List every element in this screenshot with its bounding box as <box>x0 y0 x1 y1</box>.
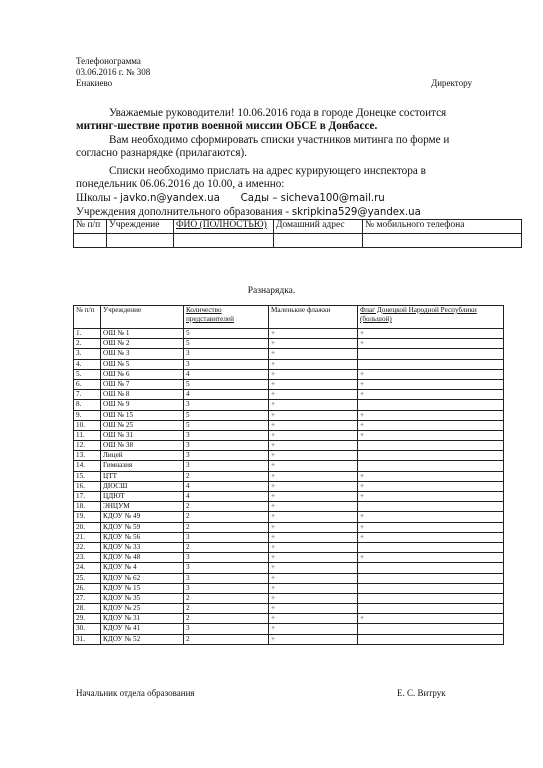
table-cell: 16. <box>74 481 101 491</box>
table-cell: 3 <box>184 563 269 573</box>
table-row <box>74 471 504 481</box>
table-row <box>74 369 504 379</box>
form-col-phone: № мобильного телефона <box>363 220 522 234</box>
table-cell: 3 <box>184 430 269 440</box>
table-cell: ОШ № 15 <box>101 410 184 420</box>
table-cell: 5 <box>184 339 269 349</box>
document-header <box>76 56 150 89</box>
table-cell: 2 <box>184 604 269 614</box>
table-row <box>74 492 504 502</box>
table-cell: Лицей <box>101 451 184 461</box>
table-cell <box>358 461 504 471</box>
table-cell: 11. <box>74 430 101 440</box>
table-row <box>74 359 504 369</box>
header-date-number: 03.06.2016 г. № 308 <box>76 67 151 77</box>
alloc-col-small-flags: Маленькие флажки <box>269 306 358 329</box>
table-row <box>74 390 504 400</box>
table-cell <box>358 634 504 644</box>
table-cell: ОШ № 2 <box>101 339 184 349</box>
table-cell: + <box>269 471 358 481</box>
table-cell: ЭНЦУМ <box>101 502 184 512</box>
table-row <box>74 451 504 461</box>
table-cell: + <box>269 614 358 624</box>
table-cell: ЦТТ <box>101 471 184 481</box>
table-cell: 6. <box>74 379 101 389</box>
table-cell: 2 <box>184 542 269 552</box>
table-cell: 21. <box>74 532 101 542</box>
table-cell <box>358 604 504 614</box>
table-cell: + <box>358 614 504 624</box>
table-cell: 29. <box>74 614 101 624</box>
table-cell: + <box>269 379 358 389</box>
table-cell: 3 <box>184 624 269 634</box>
table-cell: 12. <box>74 441 101 451</box>
table-cell: 8. <box>74 400 101 410</box>
table-cell: 15. <box>74 471 101 481</box>
table-cell: 3. <box>74 349 101 359</box>
table-cell: + <box>269 492 358 502</box>
table-cell: 3 <box>184 583 269 593</box>
table-row <box>74 410 504 420</box>
table-cell: 5 <box>184 420 269 430</box>
table-cell: ОШ № 6 <box>101 369 184 379</box>
table-cell: + <box>358 369 504 379</box>
table-cell: + <box>269 563 358 573</box>
table-row <box>74 502 504 512</box>
table-row <box>74 542 504 552</box>
schools-email[interactable]: javko.n@yandex.ua <box>120 193 220 204</box>
table-cell: + <box>269 329 358 339</box>
table-cell: + <box>269 522 358 532</box>
table-cell: КДОУ № 33 <box>101 542 184 552</box>
table-cell: 22. <box>74 542 101 552</box>
table-cell: 14. <box>74 461 101 471</box>
table-cell: + <box>269 634 358 644</box>
table-cell: 3 <box>184 349 269 359</box>
table-cell: КДОУ № 15 <box>101 583 184 593</box>
table-row <box>74 430 504 440</box>
body-line-1: Уважаемые руководители! 10.06.2016 года в городе Донецке состоится <box>109 107 447 119</box>
extra-line <box>76 205 421 220</box>
table-cell: + <box>269 583 358 593</box>
table-row <box>74 512 504 522</box>
table-cell: + <box>358 492 504 502</box>
table-cell: + <box>358 329 504 339</box>
table-row <box>74 624 504 634</box>
table-row <box>74 573 504 583</box>
table-cell: 3 <box>184 400 269 410</box>
table-cell: 17. <box>74 492 101 502</box>
table-cell: + <box>269 553 358 563</box>
form-table-header <box>74 220 522 234</box>
table-cell: + <box>269 604 358 614</box>
allocation-header <box>74 306 504 329</box>
table-cell: ОШ № 38 <box>101 441 184 451</box>
table-cell: КДОУ № 52 <box>101 634 184 644</box>
table-cell: 3 <box>184 359 269 369</box>
table-cell: + <box>358 430 504 440</box>
table-cell: + <box>358 553 504 563</box>
table-cell: 2 <box>184 593 269 603</box>
body-line-5: Списки необходимо прислать на адрес курирующего инспектора в <box>109 165 426 177</box>
table-cell <box>358 441 504 451</box>
table-cell: 23. <box>74 553 101 563</box>
table-cell: ОШ № 25 <box>101 420 184 430</box>
table-cell: 5 <box>184 329 269 339</box>
table-cell: 5 <box>184 410 269 420</box>
allocation-title: Разнарядка. <box>247 286 296 296</box>
header-city: Енакиево <box>76 78 113 88</box>
alloc-col-institution: Учреждение <box>101 306 184 329</box>
table-row <box>74 379 504 389</box>
table-row <box>74 614 504 624</box>
table-cell: + <box>269 542 358 552</box>
form-col-num: № п/п <box>74 220 107 234</box>
table-cell: 18. <box>74 502 101 512</box>
table-cell: + <box>269 481 358 491</box>
table-row <box>74 553 504 563</box>
table-cell: + <box>358 390 504 400</box>
table-row <box>74 604 504 614</box>
schools-line <box>76 191 385 206</box>
table-row <box>74 593 504 603</box>
table-cell <box>358 624 504 634</box>
table-cell: 2 <box>184 471 269 481</box>
table-cell: + <box>269 400 358 410</box>
table-cell: + <box>358 410 504 420</box>
table-row <box>74 563 504 573</box>
table-cell: + <box>269 349 358 359</box>
table-cell: ОШ № 8 <box>101 390 184 400</box>
table-cell: + <box>269 441 358 451</box>
table-cell: 19. <box>74 512 101 522</box>
table-cell: + <box>358 481 504 491</box>
form-col-institution: Учреждение <box>107 220 174 234</box>
table-cell: ОШ № 3 <box>101 349 184 359</box>
table-cell: 4 <box>184 492 269 502</box>
table-cell: ОШ № 31 <box>101 430 184 440</box>
table-cell: КДОУ № 41 <box>101 624 184 634</box>
table-cell: ОШ № 7 <box>101 379 184 389</box>
header-title: Телефонограмма <box>76 56 141 66</box>
table-row <box>74 583 504 593</box>
addressee: Директору <box>431 78 472 88</box>
table-cell <box>358 583 504 593</box>
table-cell: 4 <box>184 369 269 379</box>
table-cell: ДЮСШ <box>101 481 184 491</box>
alloc-col-count: Количество представителей <box>184 306 269 329</box>
table-row <box>74 532 504 542</box>
table-cell: КДОУ № 49 <box>101 512 184 522</box>
table-cell: + <box>269 410 358 420</box>
table-cell: 2 <box>184 634 269 644</box>
body-line-2: митинг-шествие против военной миссии ОБСЕ в Донбассе. <box>76 120 378 132</box>
table-cell: КДОУ № 31 <box>101 614 184 624</box>
table-row <box>74 481 504 491</box>
table-cell <box>358 563 504 573</box>
table-row <box>74 420 504 430</box>
table-cell: 28. <box>74 604 101 614</box>
table-cell: 5. <box>74 369 101 379</box>
allocation-table <box>73 305 504 645</box>
table-cell <box>358 542 504 552</box>
table-cell: + <box>269 502 358 512</box>
table-cell: + <box>269 532 358 542</box>
table-cell: 13. <box>74 451 101 461</box>
form-col-fio: ФИО (ПОЛНОСТЬЮ) <box>174 220 274 234</box>
table-row <box>74 349 504 359</box>
table-cell: 9. <box>74 410 101 420</box>
table-row <box>74 339 504 349</box>
table-cell: КДОУ № 48 <box>101 553 184 563</box>
table-cell: + <box>358 420 504 430</box>
table-cell: ЦДЮТ <box>101 492 184 502</box>
table-cell: + <box>269 593 358 603</box>
table-row <box>74 400 504 410</box>
table-cell: 7. <box>74 390 101 400</box>
table-cell: + <box>358 471 504 481</box>
table-cell: КДОУ № 4 <box>101 563 184 573</box>
table-cell <box>358 359 504 369</box>
table-cell: + <box>269 420 358 430</box>
table-cell: 31. <box>74 634 101 644</box>
extra-email[interactable]: skripkina529@yandex.ua <box>291 207 421 218</box>
table-cell: КДОУ № 25 <box>101 604 184 614</box>
table-cell: 4 <box>184 390 269 400</box>
table-cell <box>358 451 504 461</box>
body-line-4: согласно разнарядке (прилагаются). <box>76 147 248 159</box>
table-cell: 3 <box>184 532 269 542</box>
table-cell: КДОУ № 35 <box>101 593 184 603</box>
extra-label: Учреждения дополнительного образования - <box>76 206 290 218</box>
table-cell: + <box>269 573 358 583</box>
table-cell: + <box>269 369 358 379</box>
table-cell: 2. <box>74 339 101 349</box>
table-cell: + <box>358 379 504 389</box>
table-cell: + <box>269 390 358 400</box>
form-col-address: Домашний адрес <box>274 220 363 234</box>
participants-form-table <box>73 219 522 248</box>
body-line-3: Вам необходимо сформировать списки участников митинга по форме и <box>109 134 450 146</box>
table-cell: 3 <box>184 573 269 583</box>
table-cell: ОШ № 1 <box>101 329 184 339</box>
form-table-empty-row <box>74 234 522 248</box>
table-cell: 20. <box>74 522 101 532</box>
table-cell: + <box>358 339 504 349</box>
table-cell: + <box>269 512 358 522</box>
table-cell: + <box>269 451 358 461</box>
allocation-body <box>74 329 504 645</box>
table-cell: 24. <box>74 563 101 573</box>
table-cell: 2 <box>184 614 269 624</box>
table-cell: 3 <box>184 451 269 461</box>
table-cell: 5 <box>184 379 269 389</box>
table-row <box>74 461 504 471</box>
table-cell: 2 <box>184 502 269 512</box>
table-cell <box>358 593 504 603</box>
table-cell: 1. <box>74 329 101 339</box>
table-cell <box>358 349 504 359</box>
table-cell: + <box>358 522 504 532</box>
table-cell: 4. <box>74 359 101 369</box>
table-cell: ОШ № 9 <box>101 400 184 410</box>
table-cell: + <box>269 461 358 471</box>
table-row <box>74 441 504 451</box>
table-cell <box>358 502 504 512</box>
alloc-col-big-flag: Флаг Донецкой Народной Республики (большой) <box>358 306 504 329</box>
table-cell: 2 <box>184 522 269 532</box>
table-cell: 27. <box>74 593 101 603</box>
gardens-contact[interactable]: Сады – sicheva100@mail.ru <box>240 193 385 204</box>
table-row <box>74 522 504 532</box>
table-cell: 25. <box>74 573 101 583</box>
table-cell: + <box>269 359 358 369</box>
table-cell: + <box>269 624 358 634</box>
table-row <box>74 634 504 644</box>
schools-label: Школы - <box>76 192 118 204</box>
table-cell <box>358 573 504 583</box>
table-cell: + <box>358 512 504 522</box>
table-cell: 3 <box>184 461 269 471</box>
table-cell: 3 <box>184 441 269 451</box>
body-line-6: понедельник 06.06.2016 до 10.00, а именно: <box>76 178 285 190</box>
table-cell: + <box>269 430 358 440</box>
table-cell: 2 <box>184 512 269 522</box>
table-cell: КДОУ № 62 <box>101 573 184 583</box>
table-cell: + <box>358 532 504 542</box>
table-cell: 4 <box>184 481 269 491</box>
table-cell: КДОУ № 59 <box>101 522 184 532</box>
table-cell: + <box>269 339 358 349</box>
signer-position: Начальник отдела образования <box>76 688 195 698</box>
table-cell: КДОУ № 56 <box>101 532 184 542</box>
signer-name: Е. С. Витрук <box>397 688 446 698</box>
table-cell: 26. <box>74 583 101 593</box>
table-cell: 30. <box>74 624 101 634</box>
table-cell <box>358 400 504 410</box>
alloc-col-num: № п/п <box>74 306 101 329</box>
table-cell: 3 <box>184 553 269 563</box>
table-cell: 10. <box>74 420 101 430</box>
table-row <box>74 329 504 339</box>
table-cell: Гимназия <box>101 461 184 471</box>
table-cell: ОШ № 5 <box>101 359 184 369</box>
